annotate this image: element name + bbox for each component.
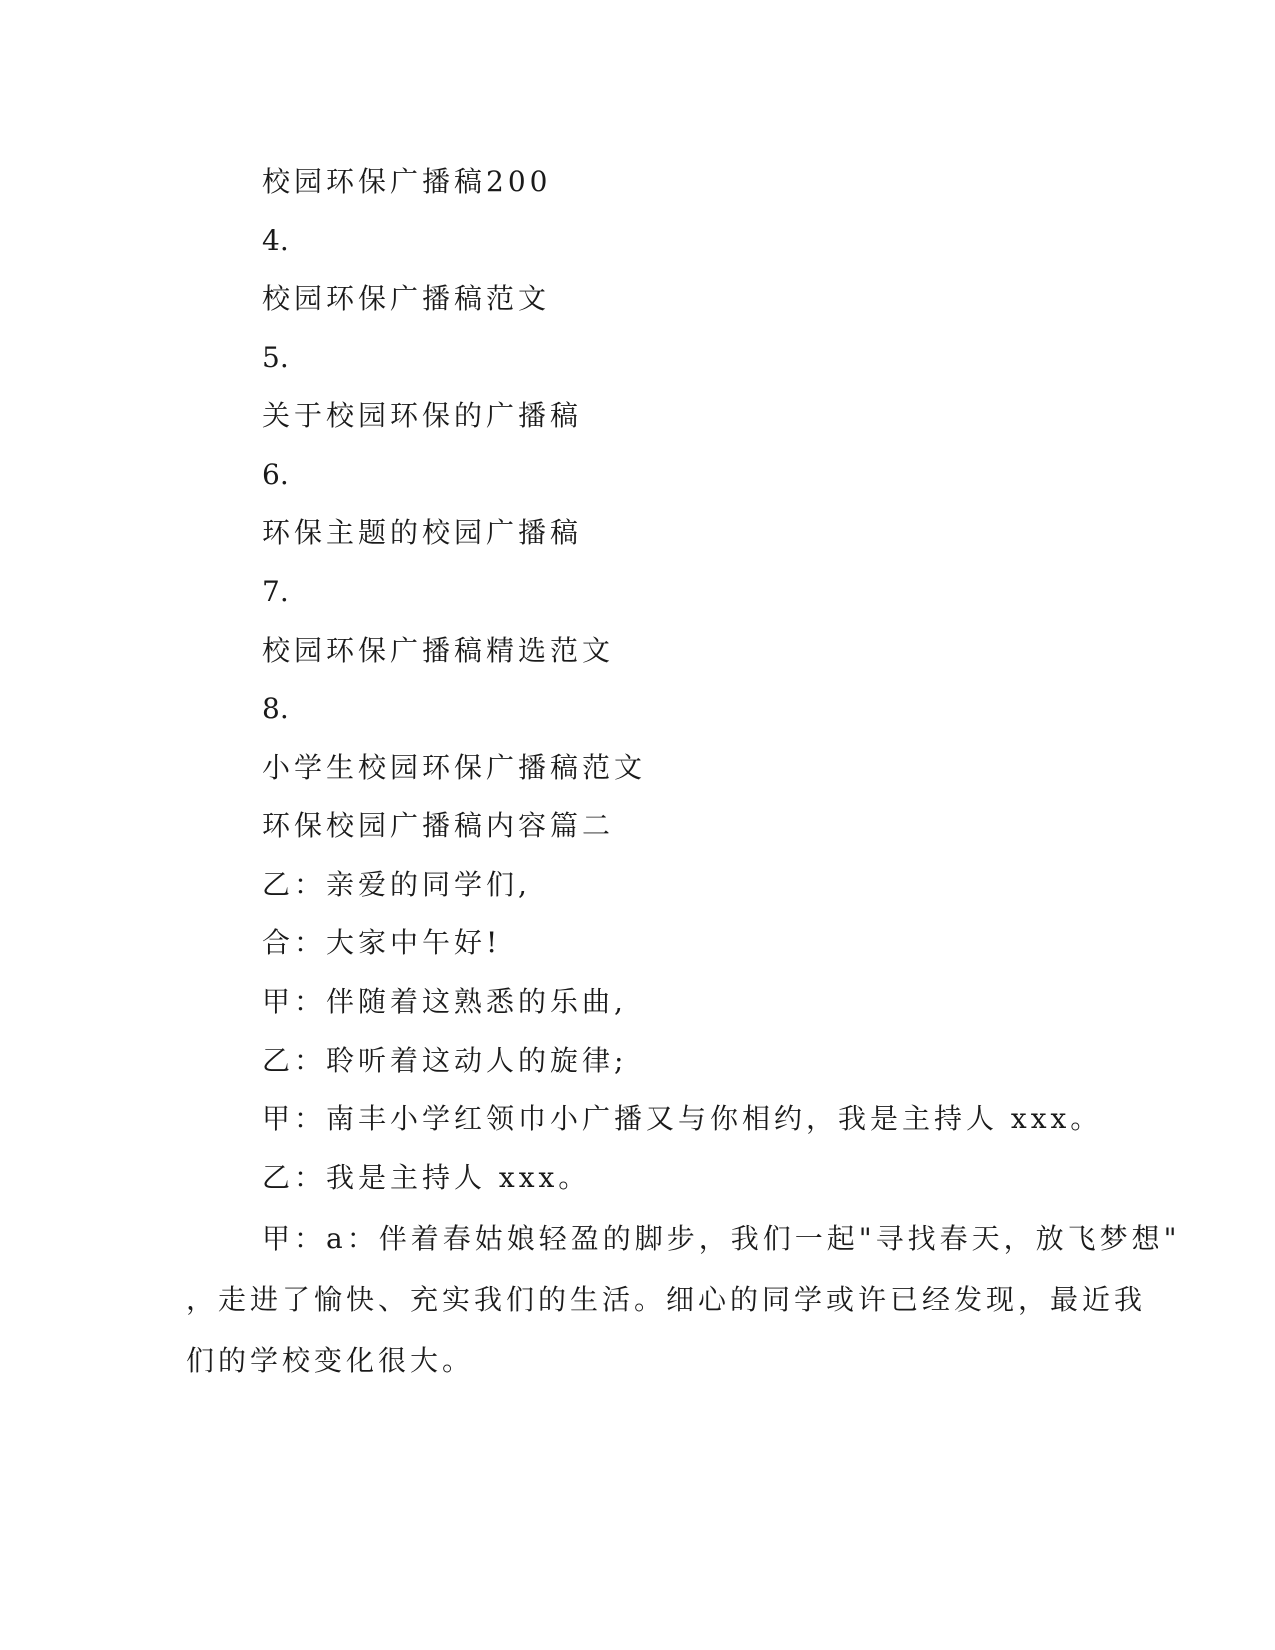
dialogue-line-6: 乙：我是主持人 xxx。 xyxy=(262,1161,591,1194)
section-heading: 环保校园广播稿内容篇二 xyxy=(262,809,615,842)
text-line-7: 环保主题的校园广播稿 xyxy=(262,516,583,549)
text-line-3: 校园环保广播稿范文 xyxy=(262,282,551,315)
list-number-5: 5. xyxy=(262,341,289,374)
dialogue-line-4: 乙：聆听着这动人的旋律; xyxy=(262,1044,628,1077)
list-number-4: 4. xyxy=(262,224,289,257)
paragraph-line-2: ，走进了愉快、充实我们的生活。细心的同学或许已经发现，最近我 xyxy=(186,1283,1147,1316)
paragraph-line-1: 甲：a：伴着春姑娘轻盈的脚步，我们一起"寻找春天，放飞梦想" xyxy=(262,1222,1181,1255)
list-number-8: 8. xyxy=(262,692,289,725)
dialogue-line-5: 甲：南丰小学红领巾小广播又与你相约，我是主持人 xxx。 xyxy=(262,1102,1103,1135)
text-line-11: 小学生校园环保广播稿范文 xyxy=(262,751,647,784)
dialogue-line-1: 乙：亲爱的同学们, xyxy=(262,868,531,901)
text-line-9: 校园环保广播稿精选范文 xyxy=(262,634,615,667)
dialogue-line-3: 甲：伴随着这熟悉的乐曲, xyxy=(262,985,627,1018)
list-number-6: 6. xyxy=(262,458,289,491)
dialogue-line-2: 合：大家中午好! xyxy=(262,926,502,959)
paragraph-line-3: 们的学校变化很大。 xyxy=(186,1344,475,1377)
list-number-7: 7. xyxy=(262,575,289,608)
body-paragraph xyxy=(186,1208,1181,1391)
text-line-1: 校园环保广播稿200 xyxy=(262,165,552,198)
text-line-5: 关于校园环保的广播稿 xyxy=(262,399,583,432)
